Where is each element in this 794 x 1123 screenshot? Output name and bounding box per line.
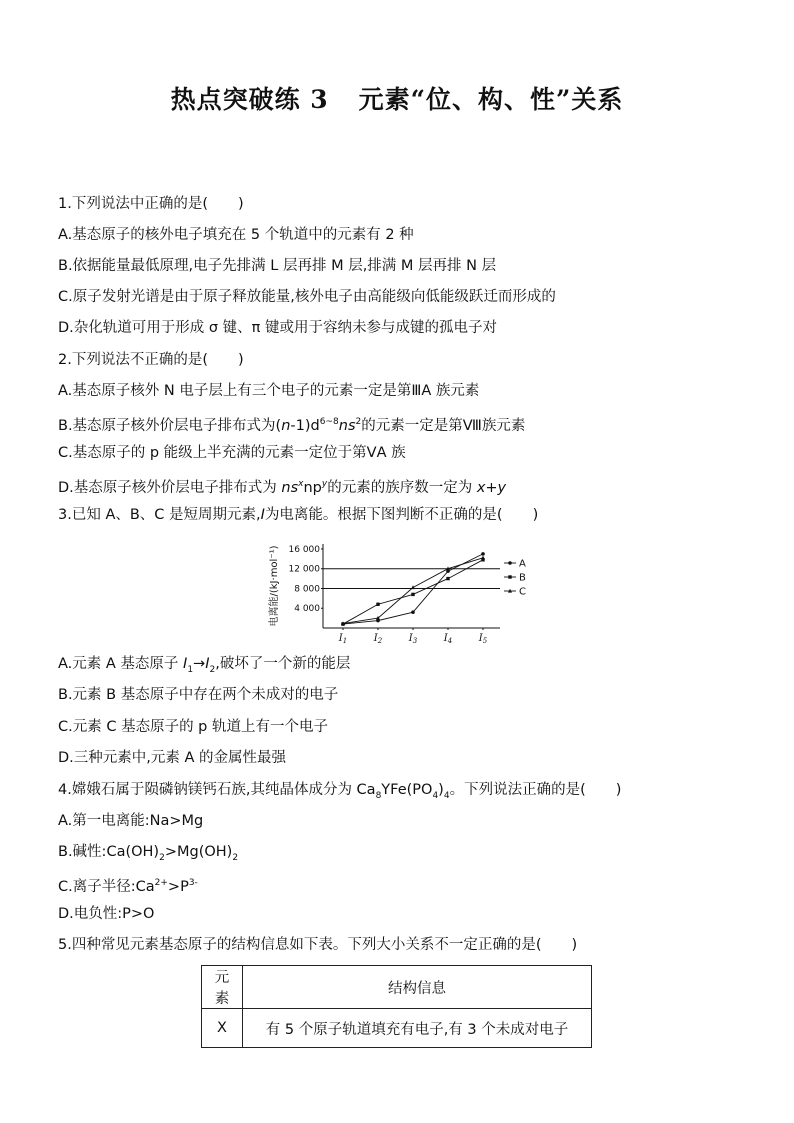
q2-option-a: A.基态原子核外 N 电子层上有三个电子的元素一定是第ⅢA 族元素 xyxy=(58,383,480,399)
title-sub: 元素“位、构、性”关系 xyxy=(358,85,624,114)
q4-stem: 4.嫦娥石属于陨磷钠镁钙石族,其纯晶体成分为 $Ca_8YFe(PO_4)_4$。下列说法正确的是( ) xyxy=(58,782,622,801)
q3-option-c: C.元素 C 基态原子的 p 轨道上有一个电子 xyxy=(58,719,328,735)
q1-option-c: C.原子发射光谱是由于原子释放能量,核外电子由高能级向低能级跃迁而形成的 xyxy=(58,289,556,305)
q2-stem: 2.下列说法不正确的是( ) xyxy=(58,352,244,368)
chart-legend-label-B: B xyxy=(519,572,526,584)
ionization-energy-chart xyxy=(268,536,530,646)
chart-xtick-label: $I_3$ xyxy=(408,633,418,645)
chart-ytick-label: 12 000 xyxy=(288,564,320,575)
q4-option-c: C.离子半径$:Ca^{2+}>P^{3-}$ xyxy=(58,878,198,895)
q2-option-c: C.基态原子的 p 能级上半充满的元素一定位于第ⅤA 族 xyxy=(58,445,406,461)
chart-ytick-label: 8 000 xyxy=(294,584,320,595)
chart-series-line-B xyxy=(343,560,483,624)
q2-option-d: D.基态原子核外价层电子排布式为 $ns^xnp^y$的元素的族序数一定为 x+y xyxy=(58,479,507,496)
chart-ylabel: 电离能/(kJ·mol⁻¹) xyxy=(269,545,280,627)
table-header-info: 结构信息 xyxy=(243,966,592,1009)
chart-legend-marker-B xyxy=(508,575,511,578)
chart-point-B xyxy=(376,603,379,606)
q4-option-d: D.电负性:P>O xyxy=(58,906,155,922)
q4-option-a: A.第一电离能:Na>Mg xyxy=(58,813,204,829)
q1-option-d: D.杂化轨道可用于形成 σ 键、π 键或用于容纳未参与成键的孤电子对 xyxy=(58,320,498,336)
table-cell-info: 有 5 个原子轨道填充有电子,有 3 个未成对电子 xyxy=(243,1009,592,1048)
q2-option-b: B.基态原子核外价层电子排布式为$(n-1)d^{6\sim 8}ns^2$的元素一定是第Ⅷ族元素 xyxy=(58,417,526,434)
chart-xtick-label: $I_5$ xyxy=(478,633,488,645)
chart-legend-marker-A xyxy=(508,561,512,565)
structure-info-table xyxy=(201,965,592,1048)
chart-point-B xyxy=(411,593,414,596)
q3-stem: 3.已知 A、B、C 是短周期元素,I为电离能。根据下图判断不正确的是( ) xyxy=(58,507,539,523)
table-cell-element: X xyxy=(202,1009,243,1048)
chart-point-A xyxy=(481,552,485,556)
table-header-element: 元素 xyxy=(202,966,243,1009)
chart-legend-label-C: C xyxy=(519,586,526,598)
chart-point-A xyxy=(411,610,415,614)
chart-ytick-label: 16 000 xyxy=(288,544,320,555)
page-title xyxy=(0,80,794,116)
q1-stem: 1.下列说法中正确的是( ) xyxy=(58,196,244,212)
table-row xyxy=(202,1009,592,1048)
q5-stem: 5.四种常见元素基态原子的结构信息如下表。下列大小关系不一定正确的是( ) xyxy=(58,937,578,953)
q1-option-b: B.依据能量最低原理,电子先排满 L 层再排 M 层,排满 M 层再排 N 层 xyxy=(58,258,497,274)
q3-option-d: D.三种元素中,元素 A 的金属性最强 xyxy=(58,750,287,766)
q4-option-b: B.碱性$:Ca(OH)_2>Mg(OH)_2$ xyxy=(58,844,239,863)
q3-option-b: B.元素 B 基态原子中存在两个未成对的电子 xyxy=(58,687,339,703)
chart-point-B xyxy=(446,577,449,580)
q3-option-a: A.元素 A 基态原子 $I_1\to I_2$,破坏了一个新的能层 xyxy=(58,656,351,675)
chart-xtick-label: $I_4$ xyxy=(443,633,453,645)
chart-xtick-label: $I_1$ xyxy=(338,633,348,645)
chart-ytick-label: 4 000 xyxy=(294,604,320,615)
table-header-row xyxy=(202,966,592,1009)
chart-point-C xyxy=(481,556,485,560)
chart-xtick-label: $I_2$ xyxy=(373,633,383,645)
q1-option-a: A.基态原子的核外电子填充在 5 个轨道中的元素有 2 种 xyxy=(58,227,414,243)
title-main: 热点突破练 3 xyxy=(170,85,329,114)
chart-legend-label-A: A xyxy=(519,558,526,570)
